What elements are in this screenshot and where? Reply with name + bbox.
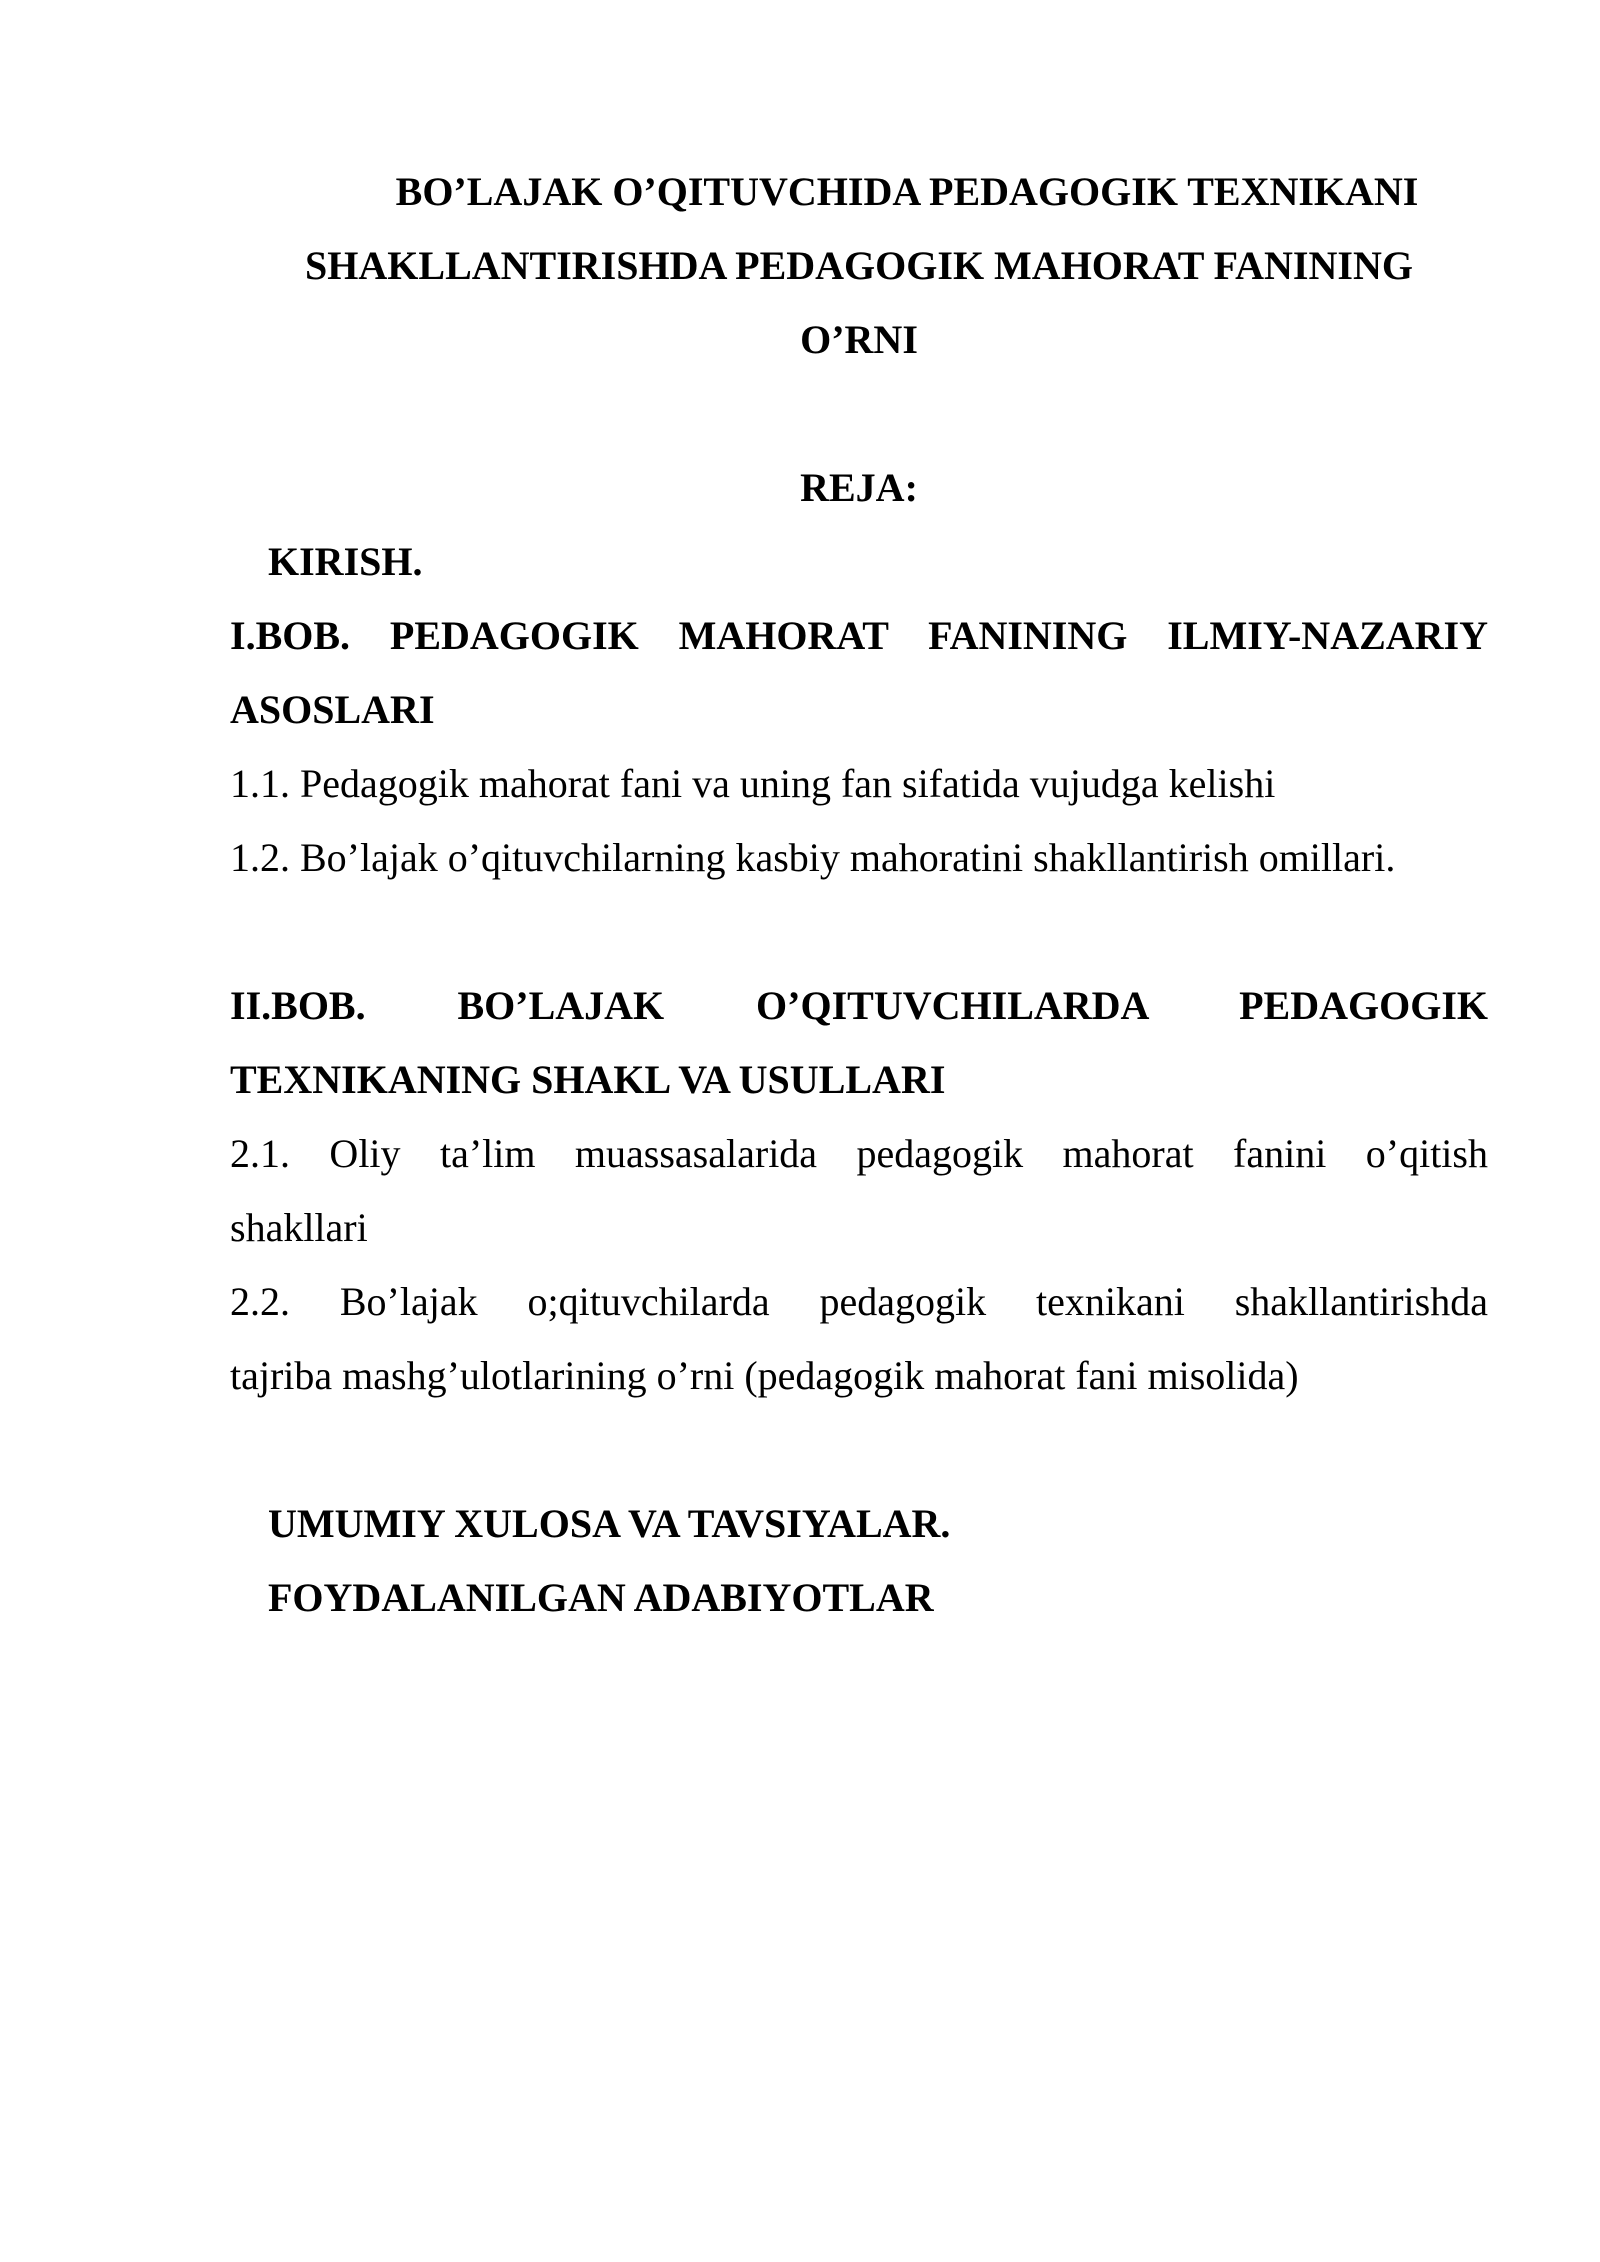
spacer <box>230 377 1488 451</box>
section-1-2: 1.2. Bo’lajak o’qituvchilarning kasbiy mahoratini shakllantirish omillari. <box>230 835 1396 880</box>
title-line-1: BO’LAJAK O’QITUVCHIDA PEDAGOGIK TEXNIKANI <box>395 169 1419 214</box>
document-content <box>230 155 1488 1635</box>
references-heading: FOYDALANILGAN ADABIYOTLAR <box>268 1575 934 1620</box>
section-2-2-line-1: 2.2. Bo’lajak o;qituvchilarda pedagogik texnikani shakllantirishda <box>230 1279 1488 1324</box>
section-2-1-line-1: 2.1. Oliy ta’lim muassasalarida pedagogik mahorat fanini o’qitish <box>230 1131 1488 1176</box>
title-line-2: SHAKLLANTIRISHDA PEDAGOGIK MAHORAT FANINING <box>305 243 1413 288</box>
chapter2-heading-line-1: II.BOB. BO’LAJAK O’QITUVCHILARDA PEDAGOGIK <box>230 983 1488 1028</box>
section-1-1: 1.1. Pedagogik mahorat fani va uning fan sifatida vujudga kelishi <box>230 761 1276 806</box>
plan-heading: REJA: <box>800 465 918 510</box>
section-2-2-line-2: tajriba mashg’ulotlarining o’rni (pedagogik mahorat fani misolida) <box>230 1353 1299 1398</box>
conclusion-heading: UMUMIY XULOSA VA TAVSIYALAR. <box>268 1501 951 1546</box>
chapter1-heading-line-2: ASOSLARI <box>230 687 435 732</box>
spacer <box>230 895 1488 969</box>
spacer <box>230 1413 1488 1487</box>
title-line-3: O’RNI <box>800 317 918 362</box>
chapter2-heading-line-2: TEXNIKANING SHAKL VA USULLARI <box>230 1057 946 1102</box>
section-2-1-line-2: shakllari <box>230 1205 368 1250</box>
intro-heading: KIRISH. <box>268 539 423 584</box>
chapter1-heading-line-1: I.BOB. PEDAGOGIK MAHORAT FANINING ILMIY-NAZARIY <box>230 613 1488 658</box>
document-title <box>230 155 1488 377</box>
